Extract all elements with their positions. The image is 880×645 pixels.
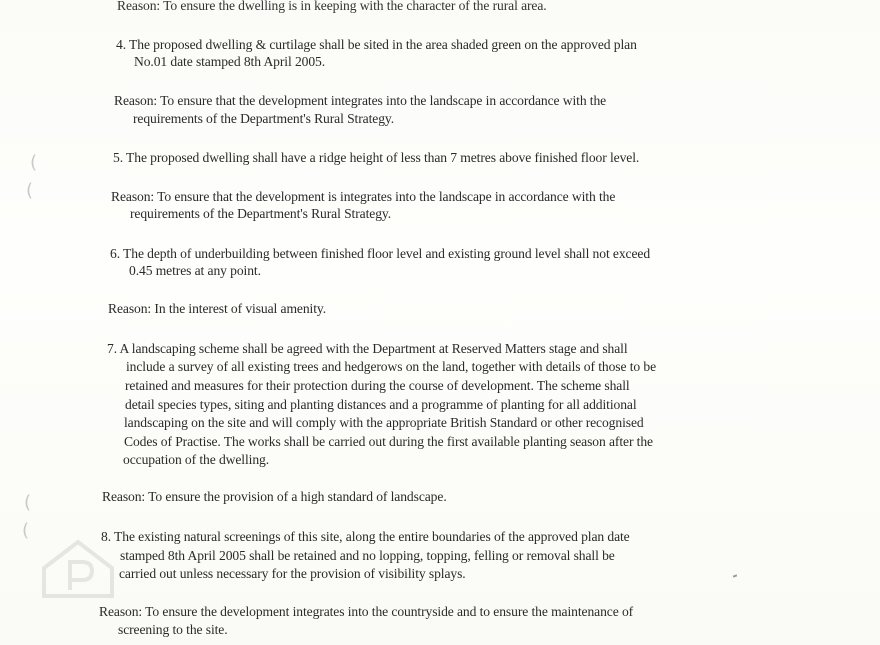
scan-mark: (	[26, 180, 34, 201]
reason-4-line-2: requirements of the Department's Rural Strategy.	[133, 111, 395, 126]
condition-7-line-5: landscaping on the site and will comply with the appropriate British Standard or other recognised	[124, 415, 644, 430]
condition-7-line-4: detail species types, siting and planting distances and a programme of planting for all additional	[125, 397, 637, 412]
condition-7-line-6: Codes of Practise. The works shall be carried out during the first available planting season after the	[124, 434, 653, 449]
reason-4-line-1: Reason: To ensure that the development integrates into the landscape in accordance with the	[114, 93, 607, 108]
reason-5-line-1: Reason: To ensure that the development is integrates into the landscape in accordance with the	[111, 189, 616, 204]
scan-speck	[733, 574, 737, 577]
condition-7-line-3: retained and measures for their protection during the course of development. The scheme shall	[125, 378, 630, 393]
reason-6-line-1: Reason: In the interest of visual amenity.	[108, 301, 327, 316]
condition-8-line-1: 8. The existing natural screenings of this site, along the entire boundaries of the approved plan date	[101, 529, 630, 544]
scan-mark: (	[24, 492, 32, 513]
scan-mark: (	[30, 152, 38, 173]
condition-8-line-2: stamped 8th April 2005 shall be retained and no lopping, topping, felling or removal shall be	[120, 548, 615, 563]
reason-8-line-1: Reason: To ensure the development integrates into the countryside and to ensure the maintenance of	[99, 604, 634, 619]
condition-7-line-2: include a survey of all existing trees and hedgerows on the land, together with details of those to be	[126, 359, 657, 374]
scan-mark: (	[22, 520, 30, 541]
condition-4-line-1: 4. The proposed dwelling & curtilage shall be sited in the area shaded green on the approved plan	[116, 37, 637, 52]
reason-3-line-1: Reason: To ensure the dwelling is in keeping with the character of the rural area.	[117, 0, 547, 13]
condition-7-line-1: 7. A landscaping scheme shall be agreed with the Department at Reserved Matters stage and shall	[107, 341, 628, 356]
condition-8-line-3: carried out unless necessary for the provision of visibility splays.	[119, 566, 466, 581]
reason-5-line-2: requirements of the Department's Rural Strategy.	[130, 206, 392, 221]
condition-4-line-2: No.01 date stamped 8th April 2005.	[134, 54, 326, 69]
condition-6-line-2: 0.45 metres at any point.	[129, 263, 261, 278]
house-watermark-icon	[40, 538, 116, 600]
reason-7-line-1: Reason: To ensure the provision of a high standard of landscape.	[102, 489, 447, 504]
condition-7-line-7: occupation of the dwelling.	[123, 452, 270, 467]
reason-8-line-2: screening to the site.	[118, 622, 228, 637]
condition-5-line-1: 5. The proposed dwelling shall have a ridge height of less than 7 metres above finished floor level.	[113, 150, 640, 165]
condition-6-line-1: 6. The depth of underbuilding between finished floor level and existing ground level shall not exceed	[110, 246, 651, 261]
